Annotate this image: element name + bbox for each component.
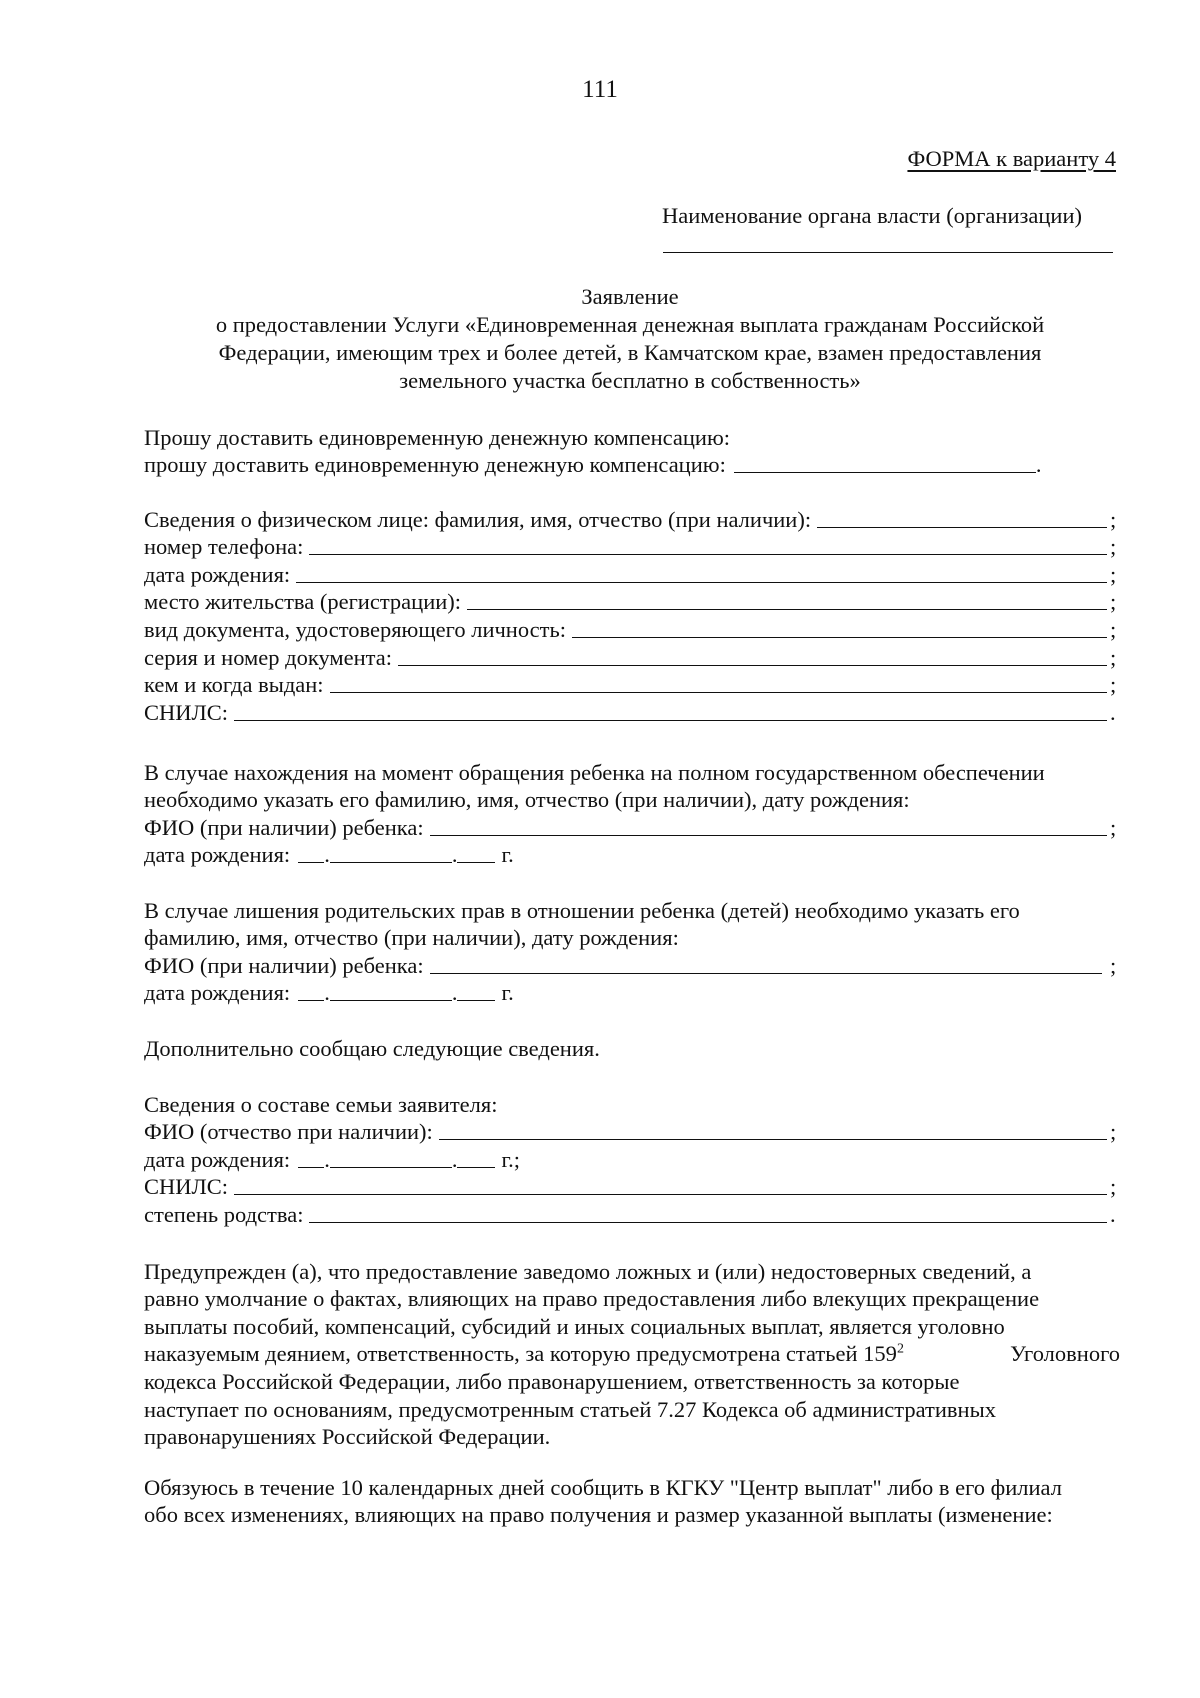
field-label: номер телефона: [144,534,304,560]
compensation-blank[interactable] [734,472,1036,473]
request-line [144,451,1120,479]
child-fio-blank[interactable] [430,973,1102,974]
child-fio-blank[interactable] [430,835,1107,836]
paragraph-text: необходимо указать его фамилию, имя, отчество (при наличии), дату рождения: [144,787,910,813]
page-number: 111 [582,76,618,103]
punctuation: ; [1110,952,1117,978]
paragraph-line [144,786,1120,814]
child-fio-row [144,951,1120,979]
paragraph-text-part: наказуемым деянием, ответственность, за которую предусмотрена статьей 159 [144,1341,897,1367]
paragraph-text: фамилию, имя, отчество (при наличии), дату рождения: [144,925,679,951]
organization-blank[interactable] [663,252,1113,253]
title-line: земельного участка бесплатно в собственность» [399,368,861,393]
paragraph-line [144,1312,1120,1340]
relation-row [144,1200,1120,1228]
year-suffix: г. [501,842,514,868]
title-line: о предоставлении Услуги «Единовременная денежная выплата гражданам Российской [215,312,1045,337]
request-text: прошу доставить единовременную денежную компенсацию: [144,452,726,478]
family-fio-blank[interactable] [439,1139,1107,1140]
punctuation: ; [1110,672,1117,698]
relation-blank[interactable] [309,1222,1107,1223]
field-label: ФИО (при наличии) ребенка: [144,952,424,978]
day-blank[interactable] [298,862,324,863]
doc-number-blank[interactable] [398,665,1107,666]
request-line [144,423,1120,451]
field-label: вид документа, удостоверяющего личность: [144,616,566,642]
family-birth-date-row [144,1145,1120,1173]
paragraph-line [144,758,1120,786]
family-section [144,1090,1120,1228]
date-separator: . [451,1146,458,1172]
year-suffix: г. [501,980,514,1006]
title-line: Федерации, имеющим трех и более детей, в Камчатском крае, взамен предоставления [218,340,1042,365]
field-label: ФИО (отчество при наличии): [144,1119,433,1145]
warning-paragraph [144,1257,1120,1450]
paragraph-text: выплаты пособий, компенсаций, субсидий и иных социальных выплат, является уголовно [144,1313,1005,1339]
field-label: серия и номер документа: [144,644,393,670]
birth-date-row [144,560,1120,588]
date-separator: . [324,1146,330,1172]
child-birth-date-row [144,979,1120,1007]
date-separator: . [324,980,330,1006]
issued-by-blank[interactable] [330,692,1107,693]
punctuation: . [1110,1201,1116,1227]
paragraph-line [144,1034,1120,1062]
field-label: Сведения о физическом лице: фамилия, имя, отчество (при наличии): [144,506,812,532]
request-section [144,423,1120,478]
field-label: СНИЛС: [144,1174,229,1200]
paragraph-line [144,1423,1120,1451]
family-snils-blank[interactable] [234,1194,1107,1195]
year-blank[interactable] [457,862,495,863]
snils-blank[interactable] [234,720,1107,721]
field-label: ФИО (при наличии) ребенка: [144,814,424,840]
title-line: Заявление [581,284,679,309]
paragraph-line [144,924,1120,952]
paragraph-text: обо всех изменениях, влияющих на право получения и размер указанной выплаты (изменение: [144,1502,1053,1528]
date-separator: . [451,842,458,868]
paragraph-text: кодекса Российской Федерации, либо правонарушением, ответственность за которые [144,1368,960,1394]
snils-row [144,698,1120,726]
day-blank[interactable] [298,1167,324,1168]
family-heading [144,1090,1120,1118]
issued-by-row [144,671,1120,699]
family-fio-row [144,1118,1120,1146]
form-label: ФОРМА к варианту 4 [907,146,1116,171]
additional-info [144,1034,1120,1062]
paragraph-line [144,1501,1120,1529]
field-label: дата рождения: [144,980,291,1006]
doc-type-blank[interactable] [572,637,1107,638]
paragraph-text: В случае нахождения на момент обращения ребенка на полном государственном обеспечении [144,759,1045,785]
request-text: Прошу доставить единовременную денежную компенсацию: [144,424,731,450]
paragraph-line [144,896,1120,924]
superscript: 2 [896,1341,904,1357]
paragraph-line [144,1285,1120,1313]
paragraph-line [144,1257,1120,1285]
paragraph-text: Обязуюсь в течение 10 календарных дней сообщить в КГКУ "Центр выплат" либо в его филиал [144,1474,1062,1500]
doc-number-row [144,643,1120,671]
punctuation: ; [1110,561,1117,587]
person-fio-row [144,505,1120,533]
parental-rights-section [144,896,1120,1006]
punctuation: . [1110,699,1116,725]
year-blank[interactable] [457,1000,495,1001]
residence-row [144,588,1120,616]
field-label: дата рождения: [144,561,291,587]
paragraph-line [144,1367,1120,1395]
field-label: дата рождения: [144,1146,291,1172]
field-label: степень родства: [144,1201,304,1227]
punctuation: . [1035,452,1042,478]
paragraph-text: равно умолчание о фактах, влияющих на право предоставления либо влекущих прекращение [144,1286,1040,1312]
paragraph-text [144,1340,904,1367]
paragraph-line [144,1395,1120,1423]
paragraph-text: Дополнительно сообщаю следующие сведения. [144,1035,600,1061]
field-label: дата рождения: [144,842,291,868]
punctuation: ; [1110,534,1117,560]
family-snils-row [144,1173,1120,1201]
punctuation: ; [1110,506,1117,532]
month-blank[interactable] [330,1167,452,1168]
residence-blank[interactable] [467,609,1107,610]
paragraph-line [144,1340,1120,1368]
field-label: место жительства (регистрации): [144,589,462,615]
paragraph-text: Предупрежден (а), что предоставление заведомо ложных и (или) недостоверных сведений, а [144,1258,1032,1284]
obligation-paragraph [144,1473,1120,1528]
punctuation: ; [1110,1174,1117,1200]
phone-blank[interactable] [309,554,1107,555]
punctuation: ; [1110,814,1117,840]
month-blank[interactable] [330,862,452,863]
date-separator: . [324,842,330,868]
paragraph-text-part: Уголовного [1010,1341,1120,1367]
application-title [120,283,1140,395]
month-blank[interactable] [330,1000,452,1001]
punctuation: ; [1110,1119,1117,1145]
person-section [144,505,1120,726]
punctuation: ; [1110,644,1117,670]
child-birth-date-row [144,841,1120,869]
birth-date-blank[interactable] [296,582,1107,583]
paragraph-text: правонарушениях Российской Федерации. [144,1424,551,1450]
paragraph-text: В случае лишения родительских прав в отношении ребенка (детей) необходимо указать его [144,897,1020,923]
person-fio-blank[interactable] [817,527,1107,528]
year-suffix: г.; [501,1146,521,1172]
child-fio-row [144,813,1120,841]
organization-caption: Наименование органа власти (организации) [662,203,1082,228]
doc-type-row [144,615,1120,643]
paragraph-text: наступает по основаниям, предусмотренным статьей 7.27 Кодекса об административных [144,1396,996,1422]
paragraph-line [144,1473,1120,1501]
field-label: СНИЛС: [144,699,229,725]
child-state-care-section [144,758,1120,868]
day-blank[interactable] [298,1000,324,1001]
section-heading: Сведения о составе семьи заявителя: [144,1091,498,1117]
field-label: кем и когда выдан: [144,672,324,698]
phone-row [144,533,1120,561]
year-blank[interactable] [457,1167,495,1168]
punctuation: ; [1110,589,1117,615]
date-separator: . [451,980,458,1006]
punctuation: ; [1110,616,1117,642]
